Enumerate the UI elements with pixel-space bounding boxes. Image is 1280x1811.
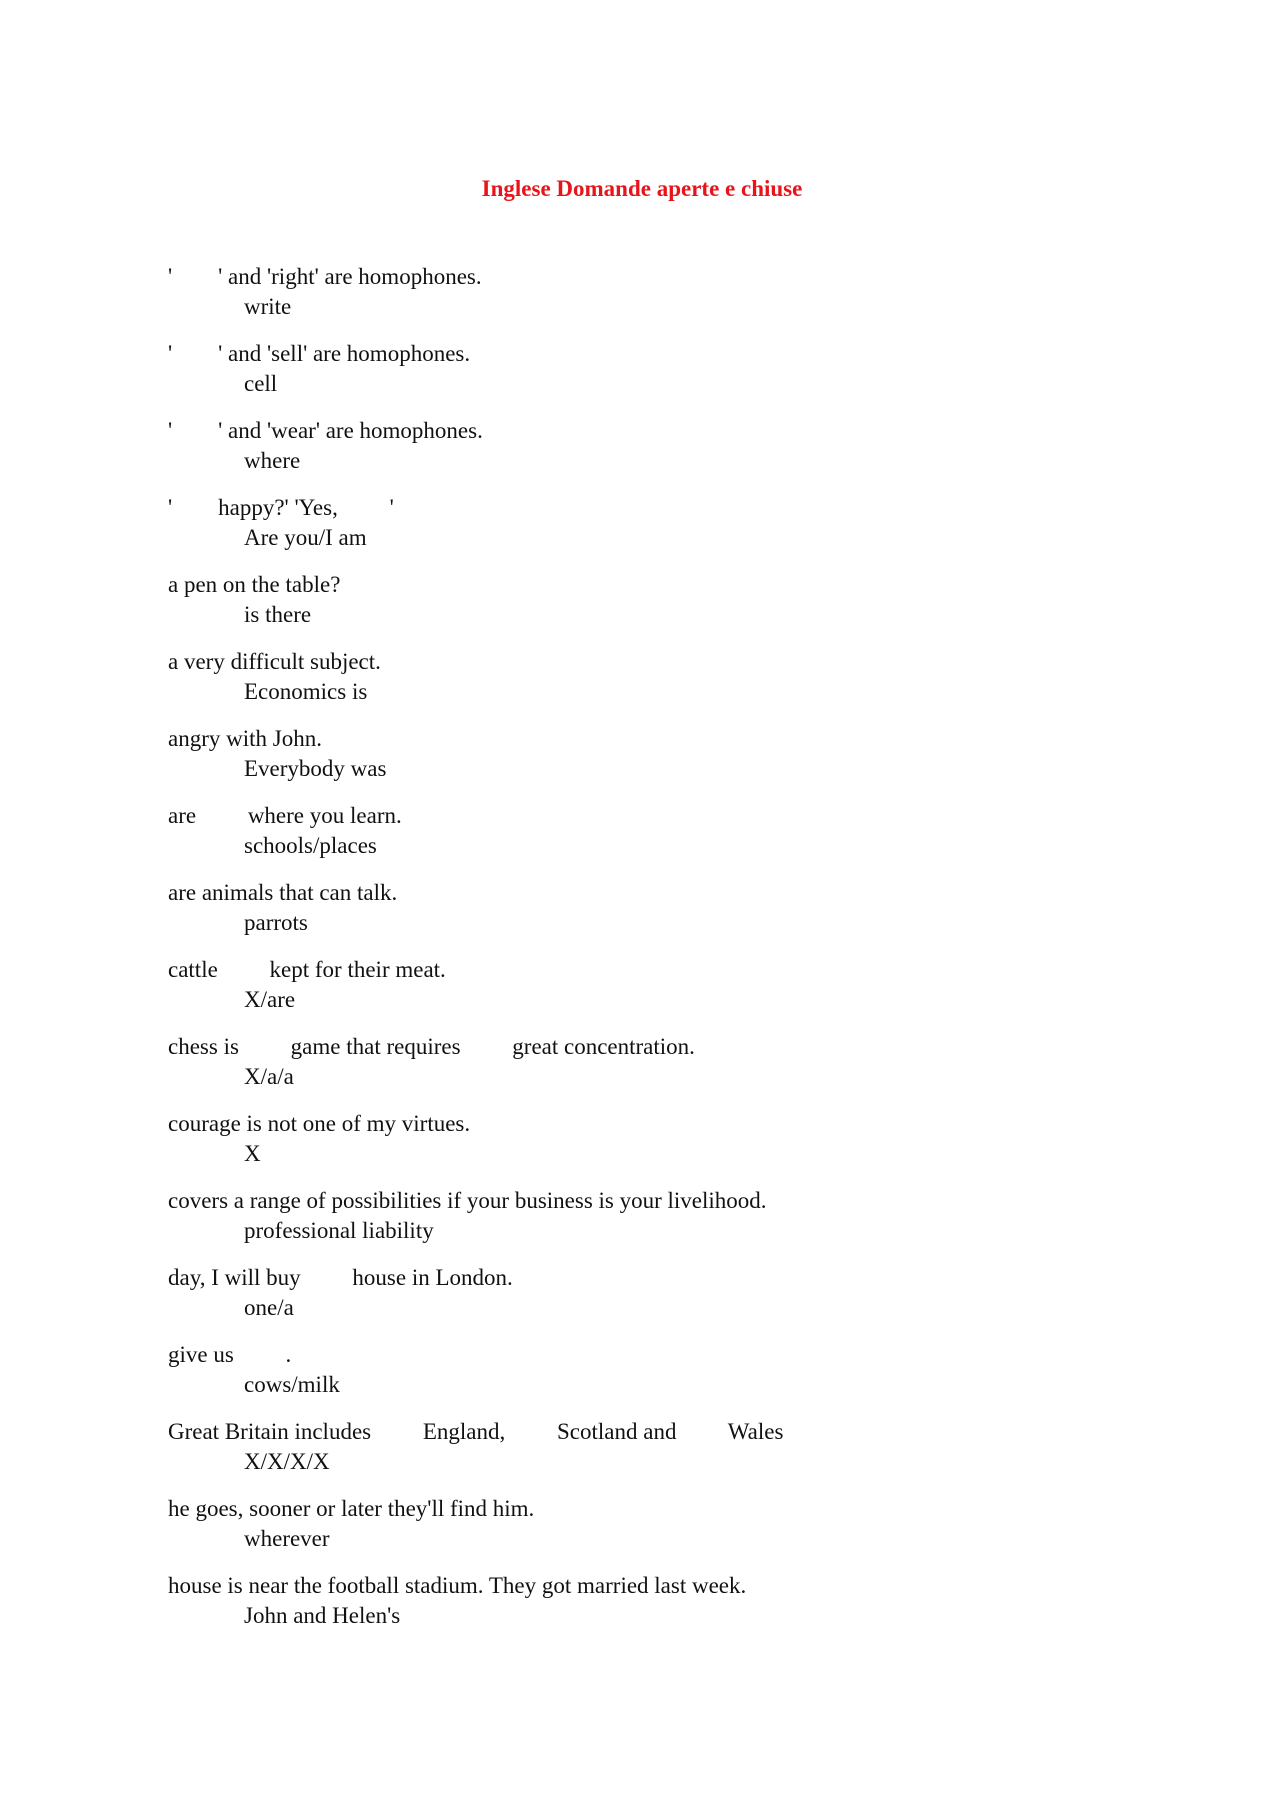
question-item	[168, 955, 1168, 1032]
answer-text: X/a/a	[244, 1064, 294, 1089]
question-text: day, I will buy house in London.	[168, 1265, 513, 1290]
question-item	[168, 493, 1168, 570]
question-text: he goes, sooner or later they'll find him.	[168, 1496, 535, 1521]
answer-text: is there	[244, 602, 312, 627]
answer-text: cows/milk	[244, 1372, 340, 1397]
answer-text: X/X/X/X	[244, 1449, 330, 1474]
question-item	[168, 1263, 1168, 1340]
question-text: ' happy?' 'Yes, '	[168, 495, 394, 520]
question-item	[168, 801, 1168, 878]
question-text: house is near the football stadium. They got married last week.	[168, 1573, 747, 1598]
question-item	[168, 339, 1168, 416]
question-text: ' ' and 'sell' are homophones.	[168, 341, 471, 366]
question-text: ' ' and 'right' are homophones.	[168, 264, 482, 289]
question-list	[168, 262, 1168, 1648]
answer-text: John and Helen's	[244, 1603, 401, 1628]
answer-text: X/are	[244, 987, 296, 1012]
question-item	[168, 1186, 1168, 1263]
question-text: cattle kept for their meat.	[168, 957, 446, 982]
question-text: give us .	[168, 1342, 292, 1367]
question-text: angry with John.	[168, 726, 322, 751]
answer-text: Economics is	[244, 679, 368, 704]
question-text: chess is game that requires great concentration.	[168, 1034, 695, 1059]
answer-text: Are you/I am	[244, 525, 367, 550]
answer-text: write	[244, 294, 292, 319]
answer-text: parrots	[244, 910, 308, 935]
question-item	[168, 724, 1168, 801]
answer-text: one/a	[244, 1295, 294, 1320]
question-item	[168, 878, 1168, 955]
question-text: Great Britain includes England, Scotland and Wales	[168, 1419, 784, 1444]
question-item	[168, 647, 1168, 724]
question-text: a pen on the table?	[168, 572, 341, 597]
question-item	[168, 1109, 1168, 1186]
answer-text: X	[244, 1141, 261, 1166]
question-item	[168, 416, 1168, 493]
question-item	[168, 1340, 1168, 1417]
answer-text: cell	[244, 371, 278, 396]
answer-text: professional liability	[244, 1218, 434, 1243]
question-item	[168, 1417, 1168, 1494]
question-text: are where you learn.	[168, 803, 402, 828]
question-text: are animals that can talk.	[168, 880, 398, 905]
question-item	[168, 262, 1168, 339]
answer-text: schools/places	[244, 833, 377, 858]
question-item	[168, 1032, 1168, 1109]
page-title: Inglese Domande aperte e chiuse	[481, 176, 803, 201]
question-item	[168, 1494, 1168, 1571]
question-item	[168, 1571, 1168, 1648]
question-text: courage is not one of my virtues.	[168, 1111, 471, 1136]
answer-text: Everybody was	[244, 756, 387, 781]
question-text: ' ' and 'wear' are homophones.	[168, 418, 483, 443]
question-item	[168, 570, 1168, 647]
question-text: a very difficult subject.	[168, 649, 381, 674]
answer-text: wherever	[244, 1526, 330, 1551]
question-text: covers a range of possibilities if your business is your livelihood.	[168, 1188, 767, 1213]
answer-text: where	[244, 448, 301, 473]
